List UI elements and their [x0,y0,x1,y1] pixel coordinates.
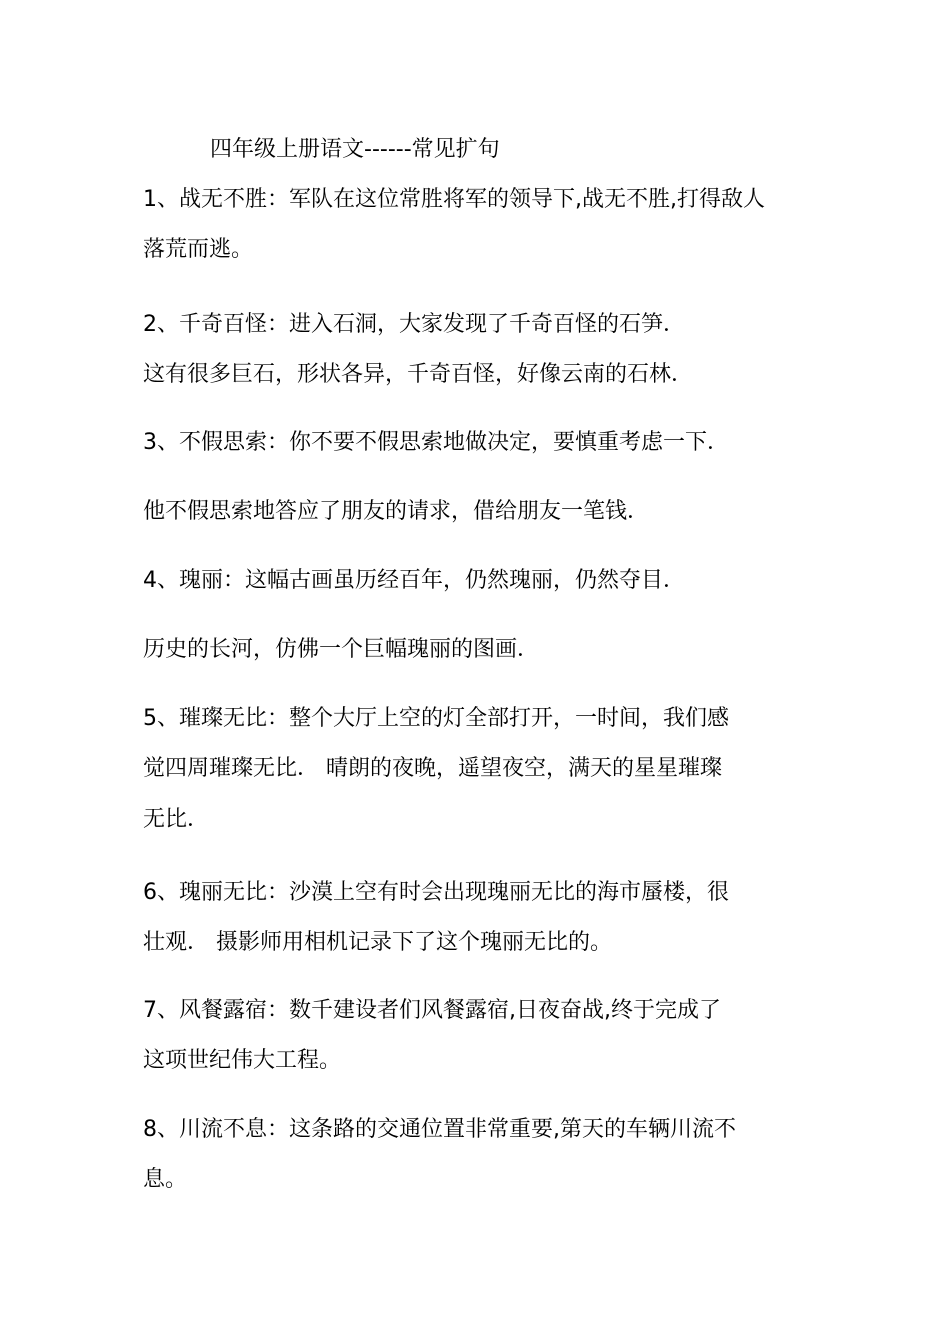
text-line: 8、川流不息：这条路的交通位置非常重要,第天的车辆川流不 [143,1117,736,1142]
text-line: 壮观． 摄影师用相机记录下了这个瑰丽无比的。 [143,930,612,955]
text-line: 历史的长河，仿佛一个巨幅瑰丽的图画． [143,637,540,662]
text-line: 他不假思索地答应了朋友的请求，借给朋友一笔钱． [143,499,650,524]
text-line: 5、璀璨无比：整个大厅上空的灯全部打开，一时间，我们感 [143,706,729,731]
text-line: 这有很多巨石，形状各异，千奇百怪，好像云南的石林． [143,362,694,387]
text-line: 4、瑰丽：这幅古画虽历经百年，仍然瑰丽，仍然夺目． [143,568,685,593]
text-line: 落荒而逃。 [143,237,254,262]
text-line: 这项世纪伟大工程。 [143,1048,342,1073]
text-line: 1、战无不胜：军队在这位常胜将军的领导下,战无不胜,打得敌人 [143,187,765,212]
text-line: 3、不假思索：你不要不假思索地做决定，要慎重考虑一下． [143,430,729,455]
text-line: 觉四周璀璨无比． 晴朗的夜晚，遥望夜空，满天的星星璀璨 [143,756,722,781]
text-line: 无比． [143,807,210,832]
document-title: 四年级上册语文------常见扩句 [210,137,500,162]
text-line: 2、千奇百怪：进入石洞，大家发现了千奇百怪的石笋． [143,312,685,337]
text-line: 6、瑰丽无比：沙漠上空有时会出现瑰丽无比的海市蜃楼，很 [143,880,729,905]
text-line: 7、风餐露宿：数千建设者们风餐露宿,日夜奋战,终于完成了 [143,998,721,1023]
text-line: 息。 [143,1167,188,1192]
